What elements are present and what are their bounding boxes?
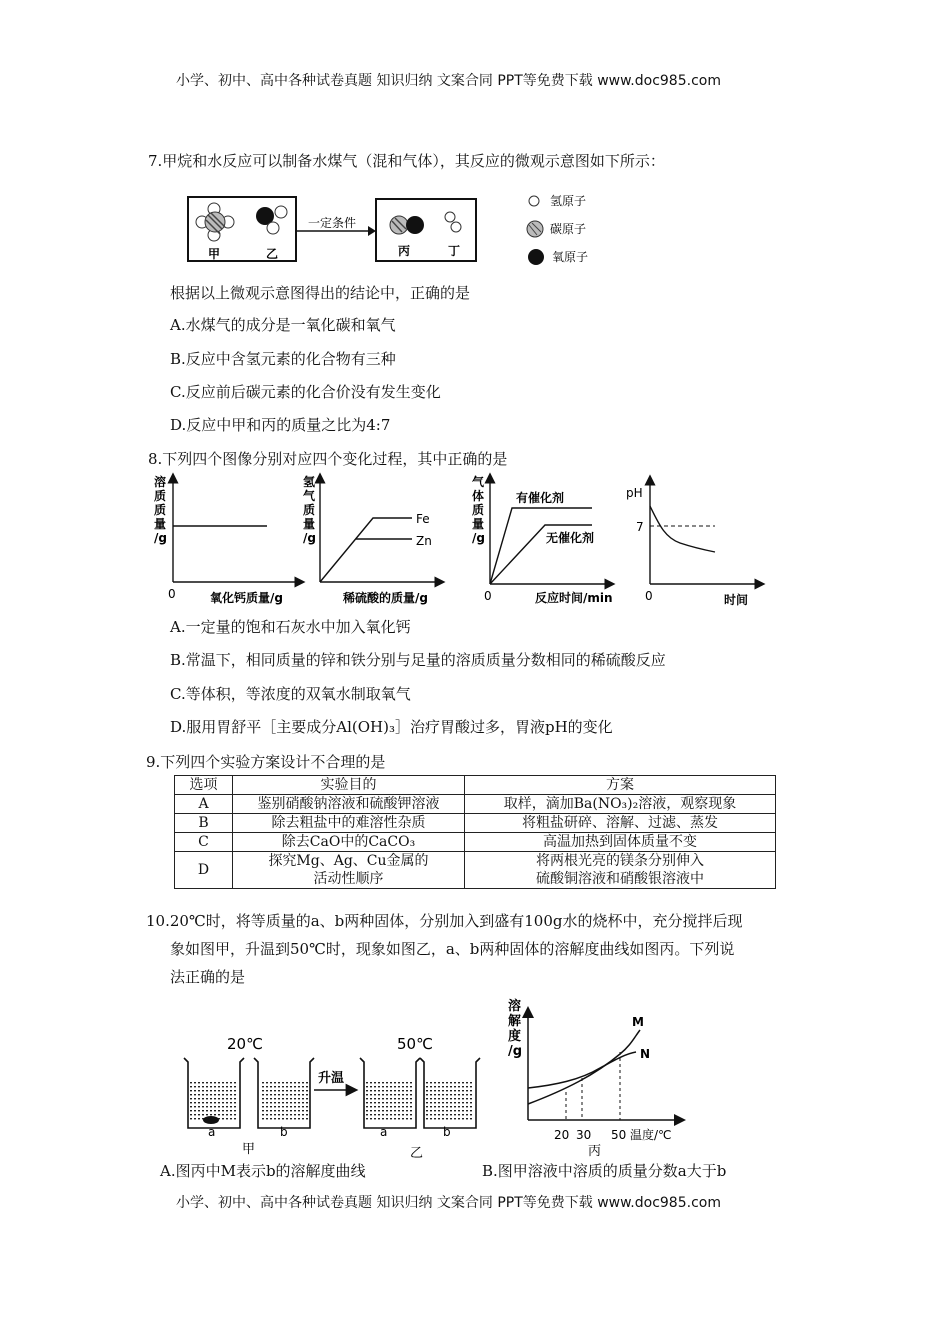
q8-option-c: C.等体积，等浓度的双氧水制取氧气 <box>170 685 411 703</box>
temp-20: 20℃ <box>227 1035 263 1053</box>
arrow-head <box>368 226 376 236</box>
solubility-graph <box>508 998 680 1159</box>
beaker-a-50 <box>360 1058 420 1128</box>
q10-stem-line-1: 10.20℃时，将等质量的a、b两种固体，分别加入到盛有100g水的烧杯中，充分搅拌后现 <box>146 912 743 930</box>
legend-carbon: 碳原子 <box>550 222 587 236</box>
co-molecule <box>390 216 424 234</box>
water-molecule <box>256 206 287 234</box>
graph-c-catalyst-label: 有催化剂 <box>516 491 565 505</box>
graph-c-xlabel: 反应时间/min <box>535 591 613 605</box>
tick-20: 20 <box>554 1128 570 1142</box>
graph-d-curve <box>650 506 715 552</box>
graph-b-fe-line <box>320 518 412 582</box>
legend-carbon-icon <box>527 221 543 237</box>
table-row <box>175 795 776 814</box>
graph-c-ylabel-2: 体 <box>472 489 485 503</box>
graph-c-ylabel-3: 质 <box>472 503 485 517</box>
undissolved-solid <box>203 1116 219 1124</box>
caption-jia: 甲 <box>242 1142 256 1157</box>
q10-option-a: A.图丙中M表示b的溶解度曲线 <box>160 1162 366 1180</box>
table-cell: A <box>175 795 233 814</box>
table-cell: B <box>175 814 233 833</box>
graph-ylabel-2: 解 <box>508 1014 522 1029</box>
table-cell: 将两根光亮的镁条分别伸入 硫酸铜溶液和硝酸银溶液中 <box>465 852 776 889</box>
q10-option-b: B.图甲溶液中溶质的质量分数a大于b <box>482 1162 727 1180</box>
table-cell: C <box>175 833 233 852</box>
graph-b-zn-label: Zn <box>416 534 432 548</box>
heat-label: 升温 <box>318 1071 345 1086</box>
graph-ylabel-1: 溶 <box>508 999 522 1014</box>
tick-30: 30 <box>576 1128 592 1142</box>
graph-a-ylabel-2: 质 <box>154 489 167 503</box>
graph-c-ylabel-4: 量 <box>472 517 485 531</box>
label-bing: 丙 <box>398 244 411 258</box>
graph-b <box>303 474 440 605</box>
graph-a-ylabel-3: 质 <box>154 503 167 517</box>
q8-option-b: B.常温下，相同质量的锌和铁分别与足量的溶质质量分数相同的稀硫酸反应 <box>170 651 666 669</box>
table-cell: 鉴别硝酸钠溶液和硫酸钾溶液 <box>233 795 465 814</box>
q8-stem: 8.下列四个图像分别对应四个变化过程，其中正确的是 <box>148 450 508 468</box>
graph-b-ylabel-2: 气 <box>303 489 316 503</box>
table-cell: 除去CaO中的CaCO₃ <box>233 833 465 852</box>
curve-m-label: M <box>632 1015 644 1029</box>
q7-micro-diagram <box>180 185 630 270</box>
legend-oxygen-icon <box>528 249 544 265</box>
beaker-label-b2: b <box>443 1125 451 1139</box>
graph-a-origin: 0 <box>168 587 176 601</box>
table-header-row <box>175 776 776 795</box>
q7-option-a: A.水煤气的成分是一氧化碳和氧气 <box>170 316 396 334</box>
q7-option-d: D.反应中甲和丙的质量之比为4:7 <box>170 416 391 434</box>
legend-oxygen: 氧原子 <box>552 250 589 264</box>
beaker-label-a1: a <box>208 1125 216 1139</box>
label-ding: 丁 <box>448 244 461 258</box>
graph-a-ylabel-1: 溶 <box>154 475 167 489</box>
table-row <box>175 852 776 889</box>
table-cell: D <box>175 852 233 889</box>
caption-bing: 丙 <box>588 1144 602 1159</box>
q10-stem-line-2: 象如图甲，升温到50℃时，现象如图乙，a、b两种固体的溶解度曲线如图丙。下列说 <box>170 940 735 958</box>
q7-option-b: B.反应中含氢元素的化合物有三种 <box>170 350 396 368</box>
table-row <box>175 814 776 833</box>
graph-c-ylabel-1: 气 <box>472 475 485 489</box>
graph-a <box>154 474 300 605</box>
q9-stem: 9.下列四个实验方案设计不合理的是 <box>146 753 386 771</box>
q10-stem-line-3: 法正确的是 <box>170 968 246 986</box>
graph-b-ylabel-5: /g <box>303 531 316 545</box>
graph-b-ylabel-1: 氢 <box>303 475 316 489</box>
label-jia: 甲 <box>208 247 221 261</box>
table-cell: 高温加热到固体质量不变 <box>465 833 776 852</box>
th-plan: 方案 <box>465 776 776 795</box>
graph-a-ylabel-4: 量 <box>154 517 167 531</box>
curve-n-label: N <box>640 1047 651 1061</box>
graph-d <box>626 480 760 607</box>
graph-a-ylabel-5: /g <box>154 531 167 545</box>
curve-m <box>528 1030 640 1104</box>
graph-c-catalyst-line <box>490 508 595 584</box>
q8-option-d: D.服用胃舒平［主要成分Al(OH)₃］治疗胃酸过多，胃液pH的变化 <box>170 718 613 736</box>
h2-molecule <box>445 212 461 232</box>
q9-table <box>174 775 776 889</box>
beaker-b-20 <box>254 1058 314 1128</box>
tick-50: 50 <box>611 1128 627 1142</box>
q7-option-c: C.反应前后碳元素的化合价没有发生变化 <box>170 383 441 401</box>
graph-b-ylabel-3: 质 <box>303 503 316 517</box>
q7-stem: 7.甲烷和水反应可以制备水煤气（混和气体），其反应的微观示意图如下所示： <box>148 152 665 170</box>
graph-d-ylabel: pH <box>626 486 643 500</box>
graph-d-origin: 0 <box>645 589 653 603</box>
table-cell: 将粗盐研碎、溶解、过滤、蒸发 <box>465 814 776 833</box>
q10-figure <box>170 990 710 1160</box>
q8-graphs <box>150 472 770 612</box>
graph-xlabel: 温度/℃ <box>630 1128 672 1142</box>
label-yi: 乙 <box>266 247 279 261</box>
graph-a-xlabel: 氧化钙质量/g <box>210 591 283 605</box>
legend-hydrogen: 氢原子 <box>550 194 587 208</box>
graph-ylabel-3: 度 <box>508 1029 522 1044</box>
beaker-label-b1: b <box>280 1125 288 1139</box>
graph-c-nocatalyst-label: 无催化剂 <box>546 531 595 545</box>
table-cell: 探究Mg、Ag、Cu金属的 活动性顺序 <box>233 852 465 889</box>
table-row <box>175 833 776 852</box>
methane-molecule <box>196 203 234 241</box>
temp-50: 50℃ <box>397 1035 433 1053</box>
th-purpose: 实验目的 <box>233 776 465 795</box>
beaker-label-a2: a <box>380 1125 388 1139</box>
graph-d-tick-7: 7 <box>636 520 644 534</box>
q7-question: 根据以上微观示意图得出的结论中，正确的是 <box>170 284 471 302</box>
graph-d-xlabel: 时间 <box>724 593 749 607</box>
th-option: 选项 <box>175 776 233 795</box>
legend-hydrogen-icon <box>529 196 539 206</box>
graph-ylabel-4: /g <box>508 1044 523 1059</box>
q8-option-a: A.一定量的饱和石灰水中加入氧化钙 <box>170 618 411 636</box>
table-cell: 除去粗盐中的难溶性杂质 <box>233 814 465 833</box>
graph-b-xlabel: 稀硫酸的质量/g <box>343 591 428 605</box>
graph-c <box>472 474 613 605</box>
graph-b-fe-label: Fe <box>416 512 430 526</box>
beaker-a-20 <box>184 1058 244 1128</box>
arrow-label: 一定条件 <box>308 216 357 230</box>
page-header: 小学、初中、高中各种试卷真题 知识归纳 文案合同 PPT等免费下载 www.doc985.com <box>176 73 721 89</box>
page-footer: 小学、初中、高中各种试卷真题 知识归纳 文案合同 PPT等免费下载 www.doc985.com <box>176 1195 721 1211</box>
graph-c-origin: 0 <box>484 589 492 603</box>
graph-c-ylabel-5: /g <box>472 531 485 545</box>
graph-b-ylabel-4: 量 <box>303 517 316 531</box>
table-cell: 取样，滴加Ba(NO₃)₂溶液，观察现象 <box>465 795 776 814</box>
caption-yi: 乙 <box>410 1146 424 1160</box>
beaker-b-50 <box>420 1058 480 1128</box>
